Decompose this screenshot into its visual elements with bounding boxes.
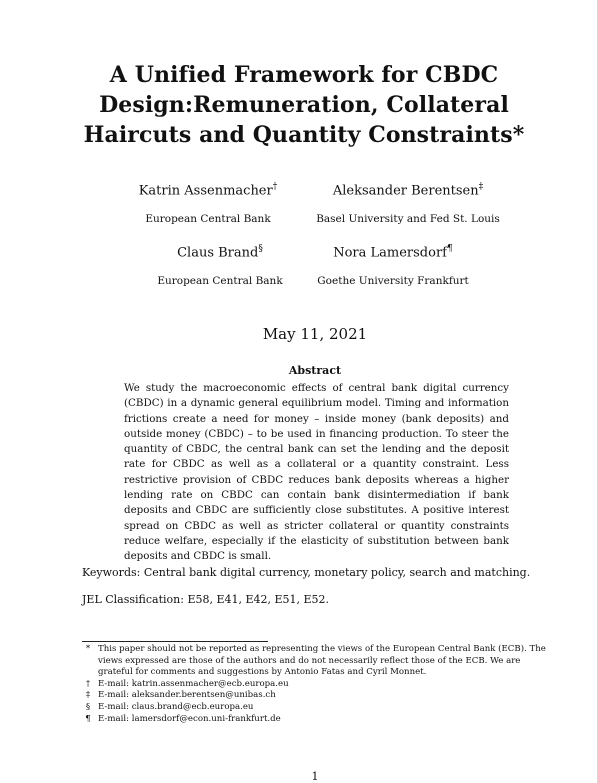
author-name: Aleksander Berentsen‡ — [332, 182, 484, 199]
author-name: Claus Brand§ — [177, 244, 263, 261]
author-footnote-mark: † — [272, 182, 278, 192]
footnote-text: E-mail: lamersdorf@econ.uni-frankfurt.de — [98, 713, 281, 724]
author-footnote-mark: ¶ — [446, 244, 453, 254]
title-line-3: Haircuts and Quantity Constraints* — [83, 122, 525, 148]
title-line-2: Design:Remuneration, Collateral — [99, 92, 509, 118]
author-assenmacher — [98, 178, 318, 226]
footnote-mark: † — [85, 678, 91, 689]
footnote-rule — [82, 641, 268, 642]
footnote-mark: ‡ — [85, 690, 91, 701]
footnote-mark: § — [85, 701, 91, 712]
footnote-text: E-mail: katrin.assenmacher@ecb.europa.eu — [98, 678, 289, 689]
jel-classification: JEL Classification: E58, E41, E42, E51, E52. — [82, 593, 330, 606]
footnote-mark: ¶ — [85, 713, 91, 724]
footnote-text: This paper should not be reported as representing the views of the European Central Bank (ECB). The views expressed are those of the authors and do not necessarily reflect those of the ECB. We are grateful for comments and suggestions by Antonio Fatas and Cyril Monnet. — [98, 644, 546, 678]
author-affiliation: Basel University and Fed St. Louis — [316, 213, 500, 226]
author-footnote-mark: ‡ — [478, 182, 484, 192]
footnote-email-brand — [82, 702, 552, 714]
author-berentsen — [288, 178, 528, 226]
footnotes — [82, 644, 552, 725]
footnote-text: E-mail: claus.brand@ecb.europa.eu — [98, 701, 254, 712]
footnote-title — [82, 644, 552, 679]
author-affiliation: European Central Bank — [157, 275, 283, 288]
paper-title — [70, 60, 538, 150]
author-affiliation: European Central Bank — [145, 213, 271, 226]
footnote-text: E-mail: aleksander.berentsen@unibas.ch — [98, 690, 276, 701]
author-affiliation: Goethe University Frankfurt — [317, 275, 469, 288]
author-footnote-mark: § — [258, 244, 263, 254]
author-lamersdorf — [283, 240, 503, 288]
footnote-email-assenmacher — [82, 679, 552, 691]
author-name: Nora Lamersdorf¶ — [333, 244, 453, 261]
publication-date: May 11, 2021 — [262, 325, 368, 343]
footnote-email-lamersdorf — [82, 714, 552, 726]
page-number: 1 — [311, 770, 319, 783]
keywords-line: Keywords: Central bank digital currency, monetary policy, search and matching. — [82, 566, 531, 579]
footnote-mark: * — [85, 644, 91, 654]
title-line-1: A Unified Framework for CBDC — [109, 62, 499, 88]
abstract-heading: Abstract — [288, 364, 342, 377]
author-name: Katrin Assenmacher† — [138, 182, 278, 199]
footnote-email-berentsen — [82, 690, 552, 702]
abstract-text: We study the macroeconomic effects of central bank digital currency (CBDC) in a dynamic general equilibrium model. Timing and information frictions create a need for money – inside money (bank deposits) and outside money (CBDC) – to be used in financing production. To steer the quantity of CBDC, the central bank can set the lending and the deposit rate for CBDC as well as a collateral or a quantity constraint. Less restrictive provision of CBDC reduces bank deposits whereas a higher lending rate on CBDC can contain bank disintermediation if bank deposits and CBDC are sufficiently close substitutes. A positive interest spread on CBDC as well as stricter collateral or quantity constraints reduce welfare, especially if the elasticity of substitution between bank deposits and CBDC is small. — [124, 382, 509, 563]
